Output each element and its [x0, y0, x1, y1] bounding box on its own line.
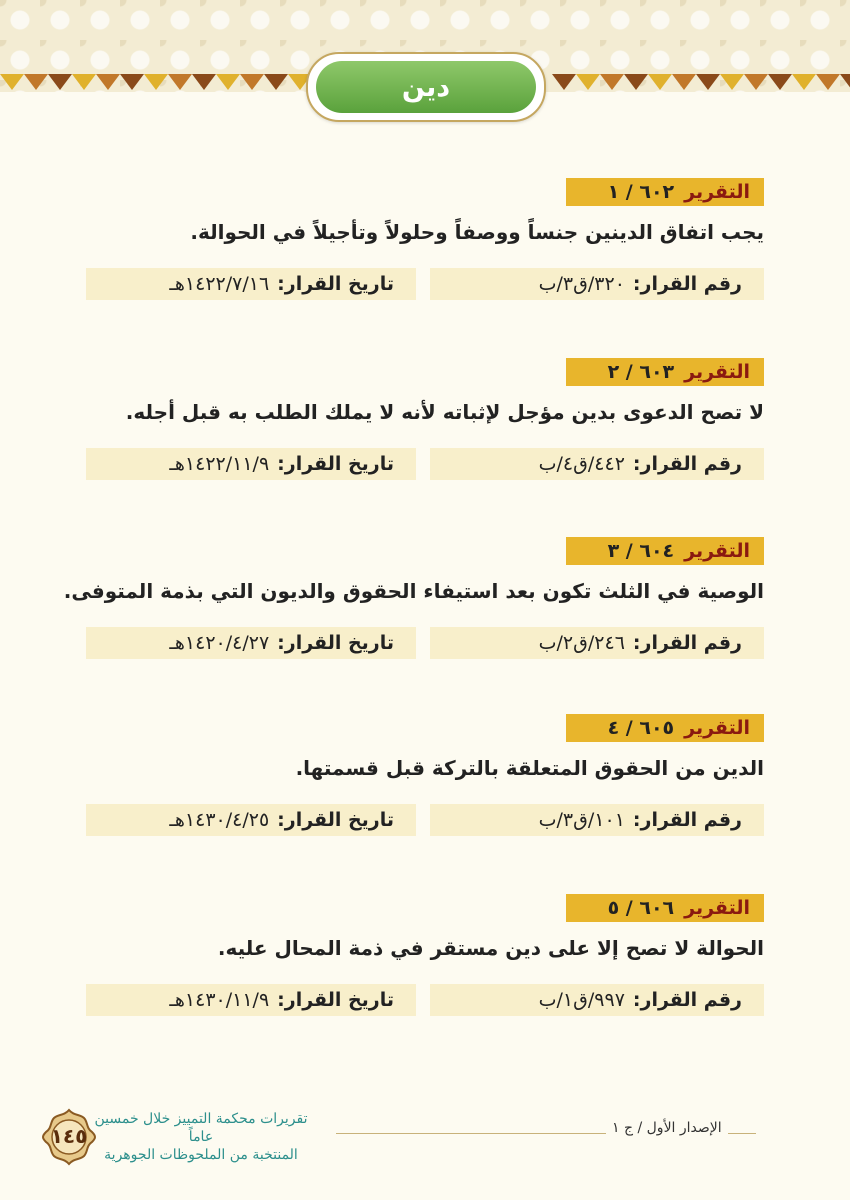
decision-date-value: ١٤٢٠/٤/٢٧هـ — [169, 632, 270, 654]
decision-date-value: ١٤٣٠/٤/٢٥هـ — [169, 809, 270, 831]
decision-number-box — [430, 627, 764, 659]
report-badge — [566, 178, 764, 206]
decorative-triangle — [744, 74, 768, 90]
decision-date-value: ١٤٣٠/١١/٩هـ — [169, 989, 270, 1011]
decorative-triangle — [24, 74, 48, 90]
book-title-line: تقريرات محكمة التمييز خلال خمسين عاماً — [94, 1111, 308, 1145]
decision-date-box — [86, 804, 416, 836]
decision-number-value: ٣٢٠/ق٣/ب — [538, 273, 625, 295]
decision-number-value: ٢٤٦/ق٢/ب — [538, 632, 625, 654]
report-number: ٦٠٥ / ٤ — [607, 717, 675, 739]
report-label: التقرير — [684, 361, 750, 383]
decorative-triangle — [552, 74, 576, 90]
decision-number-box — [430, 268, 764, 300]
decision-date-box — [86, 268, 416, 300]
report-label: التقرير — [684, 540, 750, 562]
decision-number-label: رقم القرار: — [632, 632, 742, 654]
decorative-triangle — [696, 74, 720, 90]
report-badge — [566, 358, 764, 386]
book-title — [88, 1110, 314, 1164]
decision-date-label: تاريخ القرار: — [277, 273, 394, 295]
report-label: التقرير — [684, 717, 750, 739]
report-statement: الحوالة لا تصح إلا على دين مستقر في ذمة المحال عليه. — [217, 936, 764, 960]
decision-number-value: ١٠١/ق٣/ب — [538, 809, 625, 831]
book-title-line: المنتخبة من الملحوظات الجوهرية — [104, 1147, 298, 1163]
decorative-triangle — [96, 74, 120, 90]
decorative-triangle — [192, 74, 216, 90]
decorative-triangle — [240, 74, 264, 90]
decorative-triangle — [72, 74, 96, 90]
decision-number-label: رقم القرار: — [632, 273, 742, 295]
decorative-triangle — [216, 74, 240, 90]
decorative-triangle — [168, 74, 192, 90]
decorative-triangle — [720, 74, 744, 90]
report-number: ٦٠٦ / ٥ — [607, 897, 675, 919]
decision-date-box — [86, 984, 416, 1016]
report-number: ٦٠٣ / ٢ — [607, 361, 675, 383]
decorative-triangle — [264, 74, 288, 90]
decision-date-label: تاريخ القرار: — [277, 809, 394, 831]
decision-number-label: رقم القرار: — [632, 989, 742, 1011]
edition-reference: الإصدار الأول / ج ١ — [606, 1120, 728, 1136]
report-number: ٦٠٤ / ٣ — [607, 540, 675, 562]
decorative-triangle — [576, 74, 600, 90]
decorative-triangle — [672, 74, 696, 90]
decision-date-box — [86, 448, 416, 480]
report-badge — [566, 537, 764, 565]
decision-number-box — [430, 804, 764, 836]
section-title: دين — [401, 71, 451, 103]
page-number: ١٤٥ — [50, 1124, 88, 1148]
report-label: التقرير — [684, 181, 750, 203]
report-badge — [566, 714, 764, 742]
decision-number-box — [430, 984, 764, 1016]
decision-date-box — [86, 627, 416, 659]
report-statement: الدين من الحقوق المتعلقة بالتركة قبل قسمتها. — [295, 756, 764, 780]
decorative-triangle — [48, 74, 72, 90]
decorative-triangle — [120, 74, 144, 90]
decorative-triangle — [624, 74, 648, 90]
report-label: التقرير — [684, 897, 750, 919]
report-statement: الوصية في الثلث تكون بعد استيفاء الحقوق والديون التي بذمة المتوفى. — [63, 579, 764, 603]
decorative-triangle — [144, 74, 168, 90]
decision-number-label: رقم القرار: — [632, 453, 742, 475]
section-title-frame — [306, 52, 546, 122]
decision-date-value: ١٤٢٢/٧/١٦هـ — [169, 273, 270, 295]
decision-date-value: ١٤٢٢/١١/٩هـ — [169, 453, 270, 475]
decorative-triangle — [0, 74, 24, 90]
decision-date-label: تاريخ القرار: — [277, 632, 394, 654]
decorative-triangle — [648, 74, 672, 90]
decorative-triangle — [768, 74, 792, 90]
report-statement: لا تصح الدعوى بدين مؤجل لإثباته لأنه لا يملك الطلب به قبل أجله. — [125, 400, 764, 424]
decorative-triangle — [792, 74, 816, 90]
report-badge — [566, 894, 764, 922]
report-number: ٦٠٢ / ١ — [607, 181, 675, 203]
decorative-triangle — [840, 74, 850, 90]
section-title-pill — [316, 61, 536, 113]
decorative-triangle — [816, 74, 840, 90]
decision-date-label: تاريخ القرار: — [277, 453, 394, 475]
decision-number-box — [430, 448, 764, 480]
decision-number-value: ٤٤٢/ق٤/ب — [538, 453, 625, 475]
decision-date-label: تاريخ القرار: — [277, 989, 394, 1011]
decision-number-value: ٩٩٧/ق١/ب — [538, 989, 625, 1011]
decorative-triangle — [600, 74, 624, 90]
report-statement: يجب اتفاق الدينين جنساً ووصفاً وحلولاً وتأجيلاً في الحوالة. — [190, 220, 764, 244]
decision-number-label: رقم القرار: — [632, 809, 742, 831]
